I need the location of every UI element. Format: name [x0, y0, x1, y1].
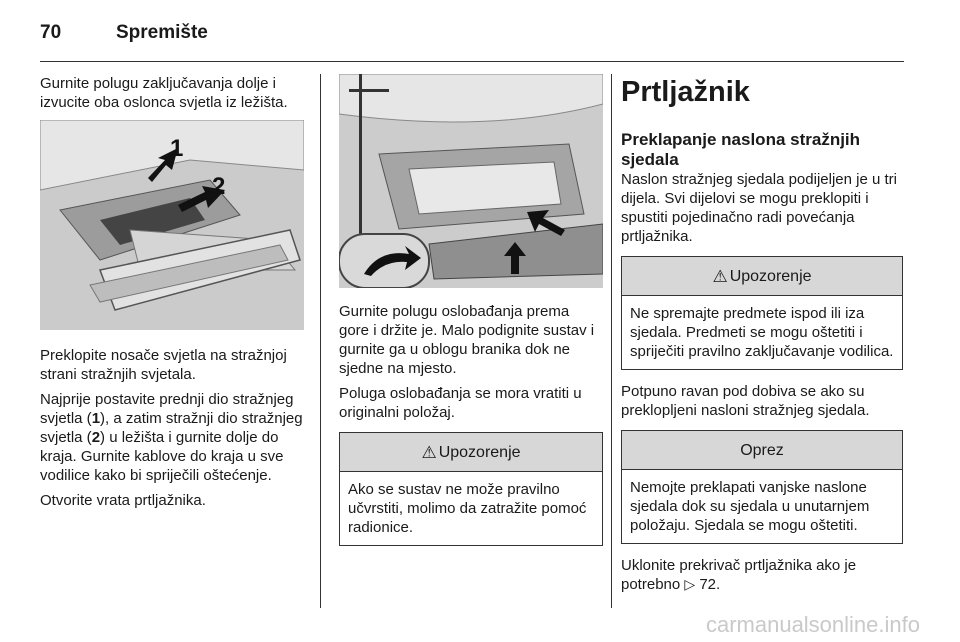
column-1 — [40, 74, 304, 516]
caution-title: Oprez — [740, 441, 784, 459]
figure-label-1: 1 — [170, 135, 184, 162]
caution-box — [621, 430, 903, 544]
warning-box-system — [339, 432, 603, 546]
page-header — [40, 18, 208, 48]
page-number: 70 — [40, 22, 62, 43]
column-3 — [621, 74, 903, 600]
caution-text: Nemojte preklapati vanjske naslone sjedala dok su sjedala u unutarnjem položaju. Sjedala se mogu oštetiti. — [630, 479, 870, 534]
taillight-illustration — [40, 120, 304, 330]
warning-title: Upozorenje — [729, 267, 812, 285]
warning-header — [340, 433, 602, 472]
warning-box-seats — [621, 256, 903, 370]
subsection-title: Preklapanje naslona stražnjih sjedala — [621, 130, 861, 169]
figure-label-2: 2 — [212, 173, 226, 200]
taillight-figure — [40, 120, 304, 330]
warning-title: Upozorenje — [438, 443, 521, 461]
col2-para2: Poluga oslobađanja se mora vratiti u originalni položaj. — [339, 385, 582, 421]
bumper-figure — [339, 74, 603, 288]
col3-para1: Naslon stražnjeg sjedala podijeljen je u tri dijela. Svi dijelovi se mogu preklopiti i spustiti pojedinačno radi povećanja prtljažnika. — [621, 171, 897, 245]
chapter-title: Prtljažnik — [621, 76, 750, 108]
col1-para1: Preklopite nosače svjetla na stražnjoj strani stražnjih svjetala. — [40, 347, 287, 383]
column-2 — [339, 74, 603, 558]
warning-header — [622, 257, 902, 296]
column-divider-1 — [320, 74, 321, 608]
column-divider-2 — [611, 74, 612, 608]
watermark: carmanualsonline.info — [705, 612, 920, 637]
col2-para1: Gurnite polugu oslobađanja prema gore i držite je. Malo podignite sustav i gurnite ga u oblogu branika dok ne sjedne na mjesto. — [339, 303, 595, 377]
col3-para2: Potpuno ravan pod dobiva se ako su preklopljeni nasloni stražnjeg sjedala. — [621, 383, 870, 419]
warning-text: Ako se sustav ne može pravilno učvrstiti, molimo da zatražite pomoć radionice. — [348, 481, 587, 536]
warning-icon: ⚠ — [712, 266, 728, 286]
header-rule — [40, 61, 904, 62]
col1-para2: Najprije postavite prednji dio stražnjeg svjetla (1), a zatim stražnji dio stražnjeg svjetla (2) u ležišta i gurnite dolje do kraja. Gurnite kablove do kraja u sve vodilice kako bi spriječili oštećenje. — [40, 391, 303, 484]
warning-icon: ⚠ — [421, 442, 437, 462]
section-title: Spremište — [116, 22, 208, 43]
col1-para3: Otvorite vrata prtljažnika. — [40, 492, 206, 509]
col1-intro: Gurnite polugu zaključavanja dolje i izvucite oba oslonca svjetla iz ležišta. — [40, 75, 288, 111]
bumper-illustration — [339, 74, 603, 288]
warning-text: Ne spremajte predmete ispod ili iza sjedala. Predmeti se mogu oštetiti i spriječiti pravilno zaključavanje vodilica. — [630, 305, 894, 360]
page-ref-icon[interactable]: ▷ — [684, 576, 696, 592]
caution-header — [622, 431, 902, 470]
col3-para3: Uklonite prekrivač prtljažnika ako je potrebno ▷ 72. — [621, 557, 857, 593]
